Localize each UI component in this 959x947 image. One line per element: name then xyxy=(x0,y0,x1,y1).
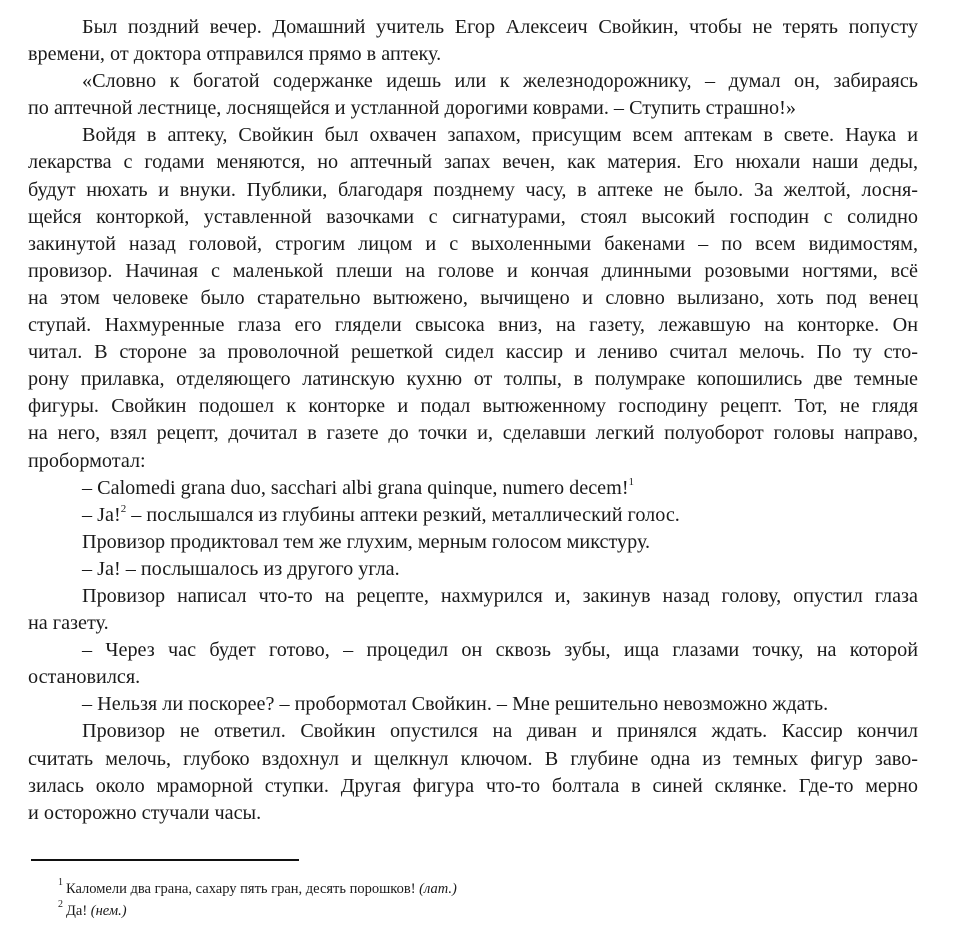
text-line: фигуры. Свойкин подошел к конторке и подал вытюженному господину рецепт. Тот, не глядя xyxy=(28,395,918,418)
text-line: зилась около мраморной ступки. Другая фигура что-то болтала в синей склянке. Где-то мерно xyxy=(28,774,918,797)
dialogue-line: – Нельзя ли поскорее? – пробормотал Свойкин. – Мне решительно невозможно ждать. xyxy=(82,693,829,716)
text-line: Провизор написал что-то на рецепте, нахмурился и, закинув назад голову, опустил глаза xyxy=(82,584,918,607)
paragraph xyxy=(28,583,918,637)
text-line: считать мелочь, глубоко вздохнул и щелкнул ключом. В глубине одна из темных фигур заво- xyxy=(28,747,918,770)
dialogue-line: – Через час будет готово, – процедил он сквозь зубы, ища глазами точку, на которой xyxy=(82,639,918,662)
text-line: и осторожно стучали часы. xyxy=(28,801,262,824)
footnotes xyxy=(58,878,457,922)
dialogue-line xyxy=(28,475,918,502)
text-line: лекарства с годами меняются, но аптечный запах вечен, как материя. Его нюхали наши деды, xyxy=(28,151,918,174)
text-line: щейся конторкой, уставленной вазочками с сигнатурами, стоял высокий господин с солидно xyxy=(28,205,918,228)
footnote-text: Каломели два грана, сахару пять гран, десять порошков! xyxy=(66,881,420,897)
paragraph xyxy=(28,14,918,68)
text-line: «Словно к богатой содержанке идешь или к железнодорожнику, – думал он, забираясь xyxy=(82,70,918,93)
text-line: закинутой назад головой, строгим лицом и с выхоленными бакенами – по всем видимостям, xyxy=(28,232,918,255)
text-line: на этом человеке было старательно вытюжено, вычищено и словно вылизано, хоть под венец xyxy=(28,286,918,309)
footnote-lang: (нем.) xyxy=(90,903,127,919)
text-line: на газету. xyxy=(28,612,109,635)
footnote-mark: 1 xyxy=(58,877,63,889)
text-line: будут нюхать и внуки. Публики, благодаря позднему часу, в аптеке не было. За желтой, лосня- xyxy=(28,178,918,201)
text-span: – Ja! xyxy=(82,503,121,526)
document-body xyxy=(28,14,918,827)
text-line: Провизор не ответил. Свойкин опустился на диван и принялся ждать. Кассир кончил xyxy=(82,720,918,743)
footnote xyxy=(58,900,457,922)
footnote-divider xyxy=(31,859,299,861)
dialogue-line xyxy=(28,502,918,529)
footnote xyxy=(58,878,457,900)
text-line: ступай. Нахмуренные глаза его глядели свысока вниз, на газету, лежавшую на конторке. Он xyxy=(28,314,918,337)
footnote-ref[interactable]: 2 xyxy=(120,502,127,515)
text-line: рону прилавка, отделяющего латинскую кухню от толпы, в полумраке копошились две темные xyxy=(28,368,918,391)
text-line: на него, взял рецепт, дочитал в газете до точки и, сделавши легкий полуоборот головы направо, xyxy=(28,422,918,445)
paragraph xyxy=(28,637,918,691)
text-span: – послышался из глубины аптеки резкий, металлический голос. xyxy=(126,503,680,526)
text-line: пробормотал: xyxy=(28,449,146,472)
text-line: Был поздний вечер. Домашний учитель Егор Алексеич Свойкин, чтобы не терять попусту xyxy=(82,16,918,38)
text-line: Провизор продиктовал тем же глухим, мерным голосом микстуру. xyxy=(82,530,651,553)
footnote-lang: (лат.) xyxy=(419,881,457,897)
text-line: Войдя в аптеку, Свойкин был охвачен запахом, присущим всем аптекам в свете. Наука и xyxy=(82,124,918,147)
paragraph xyxy=(28,68,918,122)
text-line: времени, от доктора отправился прямо в аптеку. xyxy=(28,43,442,66)
text-line: остановился. xyxy=(28,666,141,689)
footnote-ref[interactable]: 1 xyxy=(628,475,635,488)
text-line: провизор. Начиная с маленькой плеши на голове и кончая длинными розовыми ногтями, всё xyxy=(28,259,918,282)
paragraph xyxy=(28,718,918,826)
text-line: по аптечной лестнице, лоснящейся и устланной дорогими коврами. – Ступить страшно!» xyxy=(28,97,796,120)
footnote-mark: 2 xyxy=(58,899,63,911)
paragraph xyxy=(28,122,918,474)
dialogue-line: – Ja! – послышалось из другого угла. xyxy=(82,557,400,580)
text-line: читал. В стороне за проволочной решеткой сидел кассир и лениво считал мелочь. По ту сто- xyxy=(28,341,918,364)
text-span: – Calomedi grana duo, sacchari albi grana quinque, numero decem! xyxy=(82,476,629,499)
footnote-text: Да! xyxy=(66,903,91,919)
